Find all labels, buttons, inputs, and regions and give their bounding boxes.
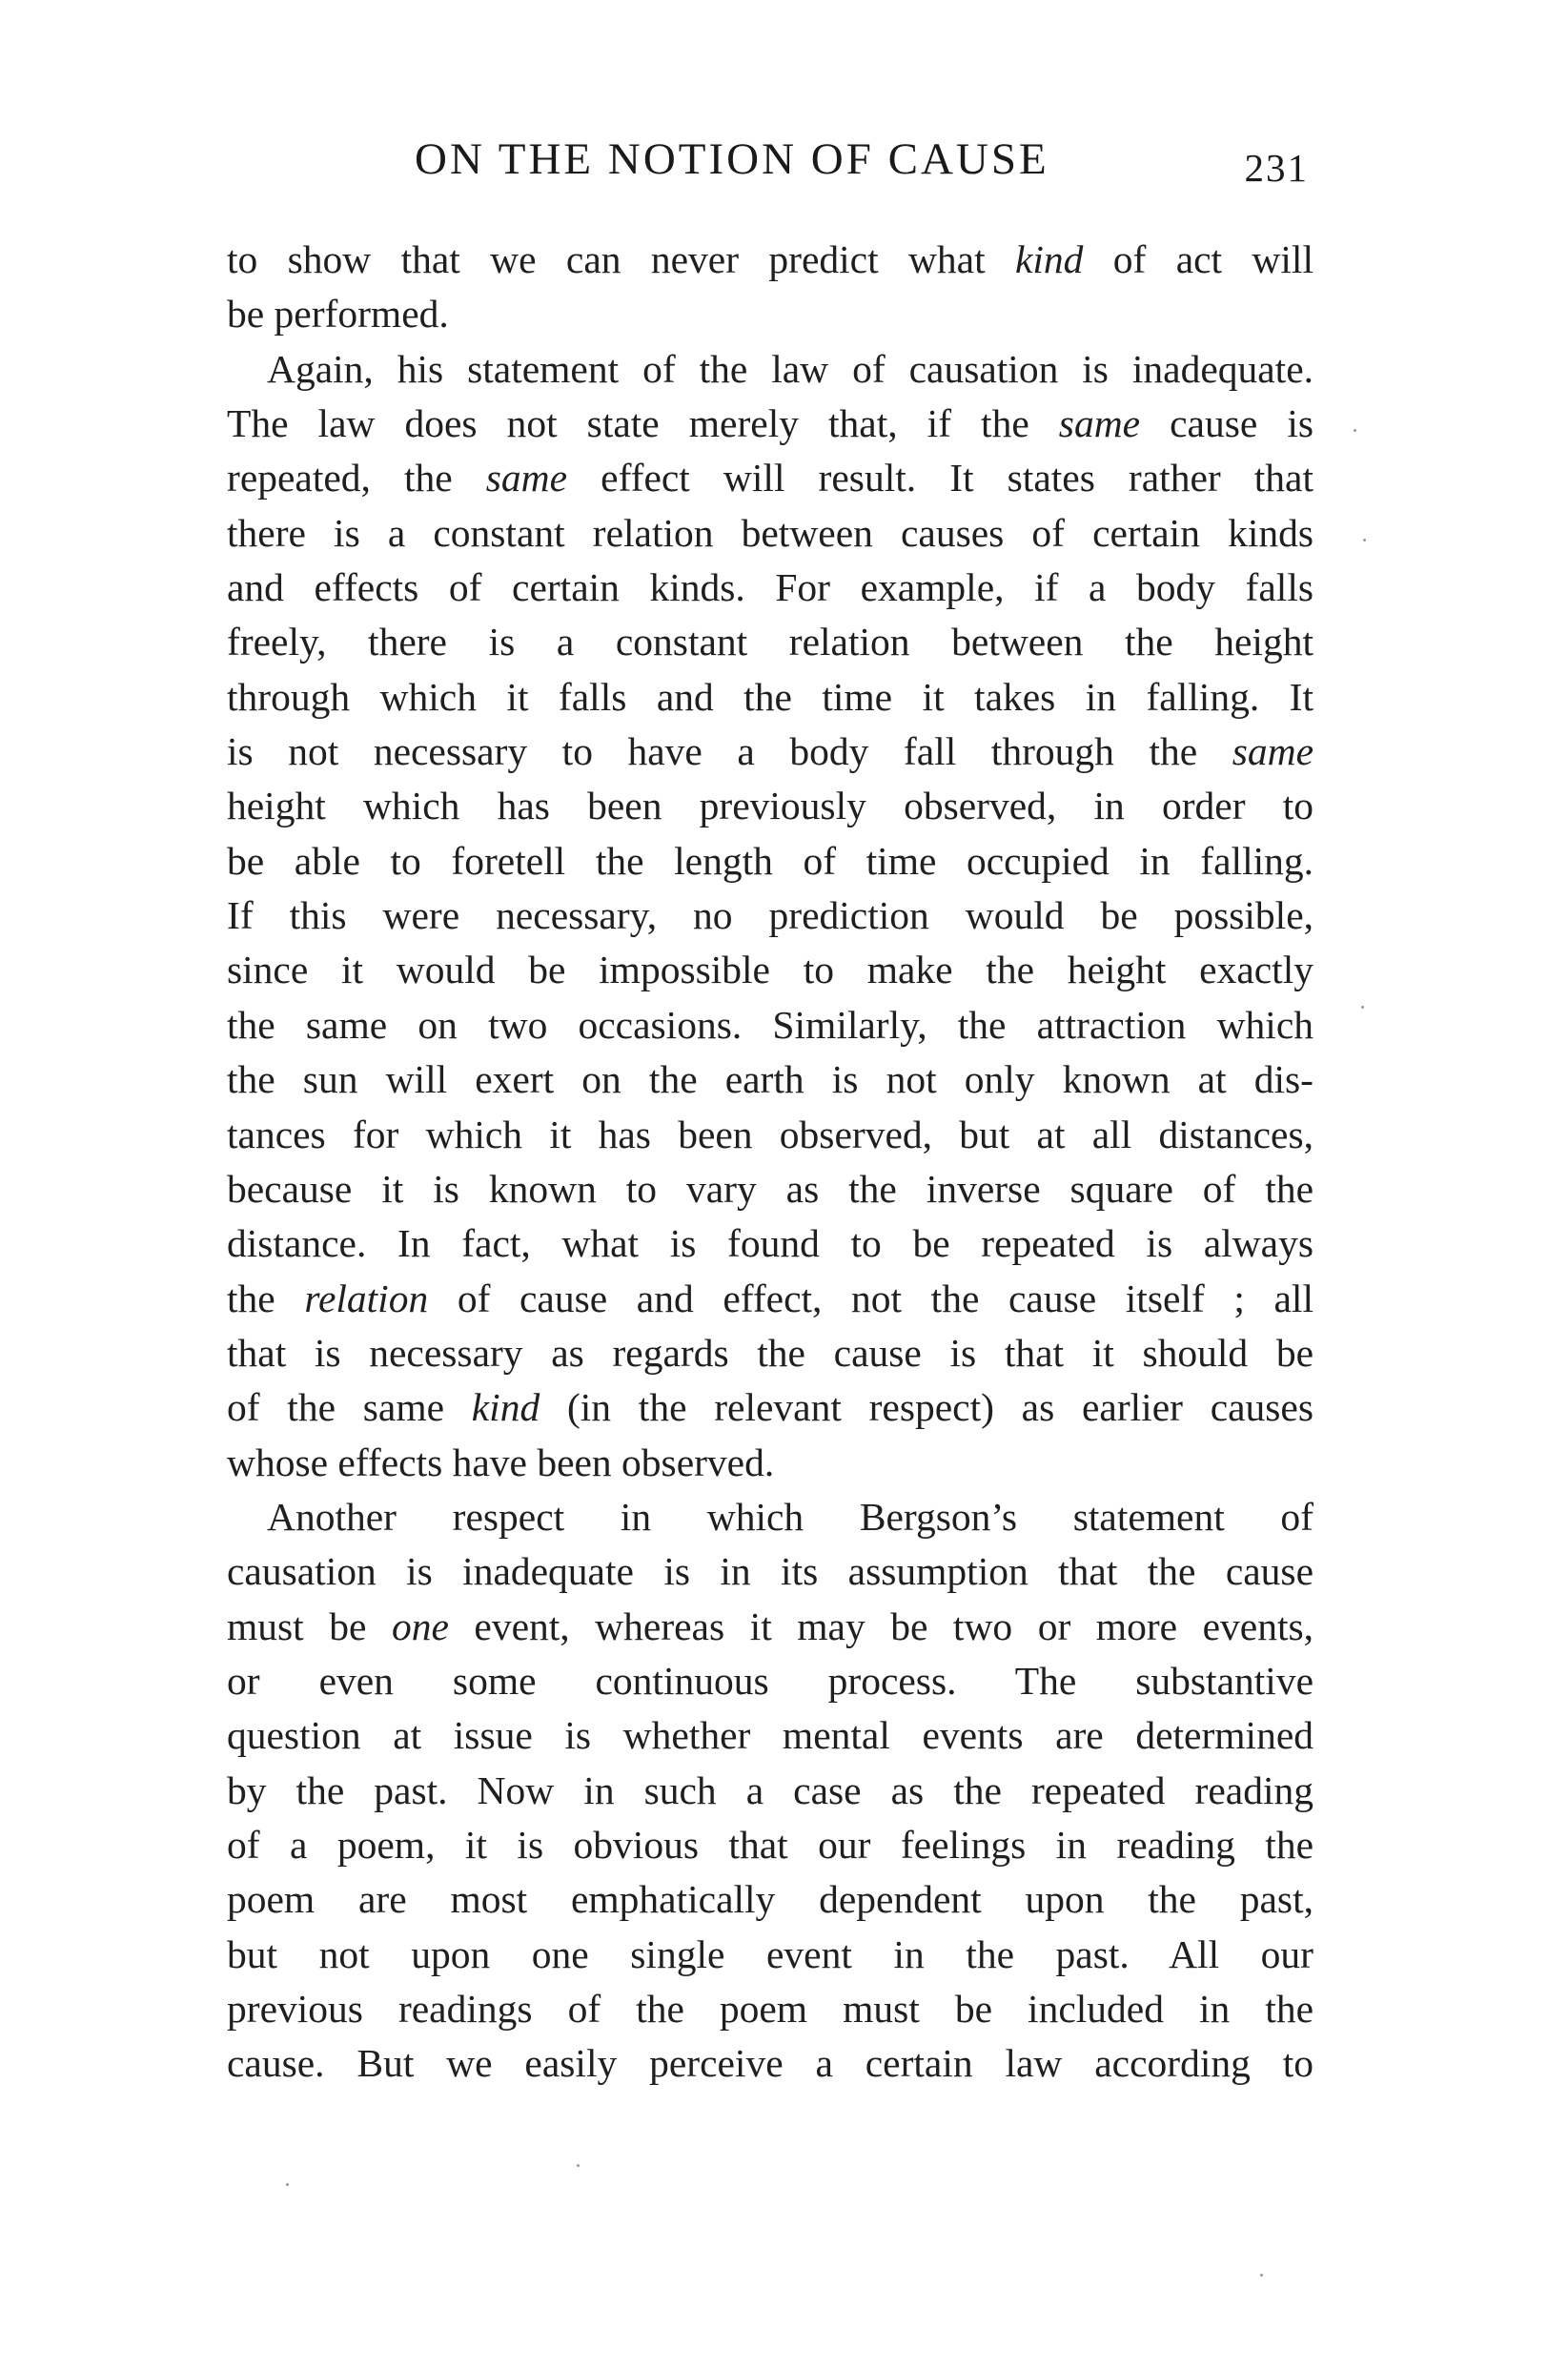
text-line: of a poem, it is obvious that our feelings in reading the [227, 1822, 1313, 1867]
text-line: The law does not state merely that, if the same cause is [227, 401, 1314, 446]
body-text [227, 233, 1313, 2092]
text-line: since it would be impossible to make the height exactly [227, 948, 1313, 992]
running-head [234, 133, 1320, 200]
speck [1260, 2274, 1263, 2277]
text-line: but not upon one single event in the past. All our [227, 1931, 1313, 1976]
text-line: of the same kind (in the relevant respect) as earlier causes [227, 1385, 1313, 1430]
page-number: 231 [1244, 146, 1309, 190]
speck [1363, 539, 1366, 541]
text-line: because it is known to vary as the inverse square of the [227, 1166, 1313, 1211]
text-line: through which it falls and the time it takes in falling. It [227, 674, 1313, 719]
text-line: is not necessary to have a body fall through the same [227, 729, 1313, 774]
text-line: repeated, the same effect will result. It states rather that [227, 456, 1314, 501]
text-line: previous readings of the poem must be included in the [227, 1987, 1313, 2031]
running-title: ON THE NOTION OF CAUSE [415, 134, 1049, 184]
text-line: or even some continuous process. The substantive [227, 1658, 1313, 1703]
speck [577, 2164, 580, 2167]
speck [1361, 1006, 1364, 1009]
text-line: tances for which it has been observed, but at all distances, [227, 1112, 1313, 1156]
text-line: there is a constant relation between causes of certain kinds [227, 510, 1313, 555]
text-line: distance. In fact, what is found to be repeated is always [227, 1221, 1313, 1266]
text-line: whose effects have been observed. [227, 1440, 775, 1484]
text-line: be able to foretell the length of time occupied in falling. [227, 838, 1313, 883]
text-line: by the past. Now in such a case as the repeated reading [227, 1767, 1313, 1812]
text-line: that is necessary as regards the cause is that it should be [227, 1330, 1313, 1375]
paragraph-first-line: Another respect in which Bergson’s statement of [267, 1494, 1313, 1539]
paragraph-first-line: Again, his statement of the law of causation is inadequate. [267, 346, 1313, 391]
text-line: poem are most emphatically dependent upon the past, [227, 1877, 1313, 1922]
text-line: to show that we can never predict what kind of act will [227, 237, 1313, 281]
text-line: and effects of certain kinds. For example, if a body falls [227, 565, 1313, 610]
text-line: causation is inadequate is in its assumption that the cause [227, 1549, 1313, 1594]
speck [1354, 429, 1356, 432]
speck [286, 2183, 289, 2186]
text-line: If this were necessary, no prediction would be possible, [227, 893, 1313, 938]
text-line: the sun will exert on the earth is not only known at dis- [227, 1057, 1313, 1102]
text-line: freely, there is a constant relation between the height [227, 620, 1313, 664]
text-line: be performed. [227, 292, 449, 337]
text-line: question at issue is whether mental events are determined [227, 1713, 1313, 1758]
text-line: cause. But we easily perceive a certain law according to [227, 2041, 1313, 2086]
text-line: height which has been previously observed, in order to [227, 784, 1313, 828]
text-line: must be one event, whereas it may be two or more events, [227, 1604, 1314, 1648]
text-line: the same on two occasions. Similarly, the attraction which [227, 1002, 1313, 1047]
text-line: the relation of cause and effect, not the cause itself ; all [227, 1276, 1313, 1320]
